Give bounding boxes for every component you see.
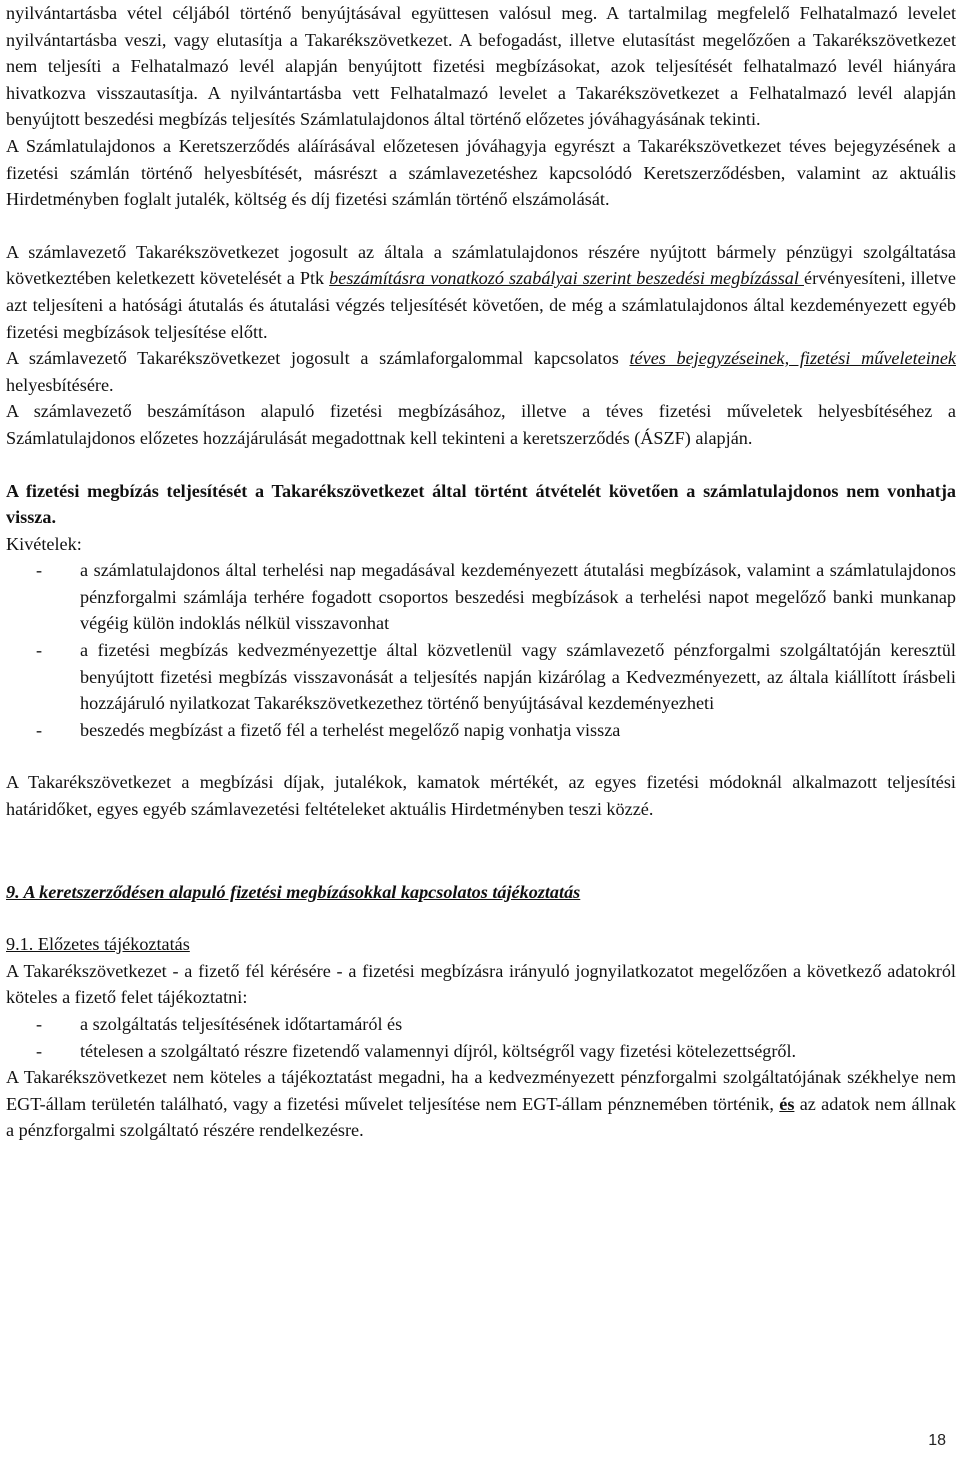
- list-item: [6, 557, 956, 637]
- section-heading: 9. A keretszerződésen alapuló fizetési megbízásokkal kapcsolatos tájékoztatás: [6, 881, 581, 902]
- text-segment: A Takarékszövetkezet nem köteles a tájékoztatást megadni, ha a kedvezményezett pénzforgalmi szolgáltatójának székhelye nem EGT-állam területén található, vagy a fizetési művelet teljesítése nem EGT-állam pénznemében történik,: [6, 1067, 956, 1114]
- text-segment: A számlavezető Takarékszövetkezet jogosult a számlaforgalommal kapcsolatos: [6, 348, 630, 369]
- list-item-text: a szolgáltatás teljesítésének időtartamáról és: [80, 1014, 403, 1034]
- dash-bullet: -: [36, 560, 43, 581]
- text-segment: A számlavezető Takarékszövetkezet jogosult az általa a számlatulajdonos részére nyújtott bármely pénzügyi szolgáltatása következtében keletkezett követelését a Ptk: [6, 241, 956, 289]
- text-segment: helyesbítésére.: [6, 374, 114, 395]
- paragraph-elozetes: A Takarékszövetkezet - a fizető fél kérésére - a fizetési megbízásra irányuló jognyilatkozatot megelőzően a következő adatokról köteles a fizető felet tájékoztatni:: [6, 960, 956, 1008]
- subsection-heading: 9.1. Előzetes tájékoztatás: [6, 934, 190, 955]
- list-item-text: beszedés megbízást a fizető fél a terhelést megelőző napig vonhatja vissza: [80, 719, 621, 740]
- spacer: [6, 905, 956, 931]
- spacer: [6, 743, 956, 769]
- list-item: [6, 637, 956, 717]
- underlined-phrase: téves bejegyzéseinek, fizetési műveleteinek: [629, 348, 957, 369]
- dash-bullet: -: [36, 719, 43, 740]
- emphasized-word: és: [779, 1093, 795, 1114]
- dash-bullet: -: [36, 640, 43, 661]
- spacer: [6, 213, 956, 239]
- page-number: 18: [928, 1432, 946, 1449]
- info-list: [6, 1011, 956, 1064]
- list-item-text: a fizetési megbízás kedvezményezettje által közvetlenül vagy számlavezető pénzforgalmi szolgáltatóján keresztül benyújtott fizetési megbízás visszavonását a teljesítés napján kizárólag a Kedvezményezett, az általa kiállított írásbeli hozzájáruló nyilatkozat Takarékszövetkezethez történő benyújtásával kezdeményezheti: [80, 640, 956, 714]
- paragraph-visszavonas-bold: A fizetési megbízás teljesítését a Takarékszövetkezet által történt átvételét követően a számlatulajdonos nem vonhatja vissza.: [6, 480, 956, 528]
- paragraph-felhatalmazo: nyilvántartásba vétel céljából történő benyújtásával együttesen valósul meg. A tartalmilag megfelelő Felhatalmazó levelet nyilvántartásba veszi, vagy elutasítja a Takarékszövetkezet. A befogadást, illetve elutasítást megelőzően a Takarékszövetkezet nem teljesíti a Felhatalmazó levél alapján benyújtott fizetési megbízásokat, azok teljesítését felhatalmazó levél hiányára hivatkozva visszautasítja. A nyilvántartásba vett Felhatalmazó levelet a Takarékszövetkezet a Felhatalmazó levél alapján benyújtott beszedési megbízás teljesítés Számlatulajdonos által történő előzetes jóváhagyásának tekinti.: [6, 3, 956, 130]
- paragraph-beszamitas: [6, 239, 956, 345]
- list-item-text: a számlatulajdonos által terhelési nap megadásával kezdeményezett átutalási megbízások, valamint a számlatulajdonos pénzforgalmi számlája terhére fogadott csoportos beszedési megbízások a terhelési napot megelőző banki munkanap végéig külön indoklás nélkül visszavonhat: [80, 560, 956, 634]
- list-item: [6, 717, 956, 744]
- paragraph-hirdetmeny: A Takarékszövetkezet a megbízási díjak, jutalékok, kamatok mértékét, az egyes fizetési módoknál alkalmazott teljesítési határidőket, egyes egyéb számlavezetési feltételeket aktuális Hirdetményben teszi közzé.: [6, 772, 956, 820]
- paragraph-kivetelek: Kivételek:: [6, 533, 82, 554]
- list-item: [6, 1038, 956, 1065]
- paragraph-hozzajarulas: A számlavezető beszámításon alapuló fizetési megbízásához, illetve a téves fizetési műveletek helyesbítéséhez a Számlatulajdonos előzetes hozzájárulását megadottnak kell tekinteni a keretszerződés (ÁSZF) alapján.: [6, 401, 956, 448]
- spacer: [6, 823, 956, 853]
- paragraph-egt: [6, 1064, 956, 1144]
- list-item-text: tételesen a szolgáltató részre fizetendő valamennyi díjról, költségről vagy fizetési kötelezettségről.: [80, 1040, 797, 1061]
- document-page: [6, 0, 956, 1144]
- paragraph-helyesbites: [6, 345, 956, 398]
- exceptions-list: [6, 557, 956, 743]
- spacer: [6, 452, 956, 478]
- dash-bullet: -: [36, 1040, 43, 1061]
- text-segment: érvényesíteni, illetve azt teljesíteni a hatósági átutalás és átutalási végzés teljesítését követően, de még a számlatulajdonos által kezdeményezett egyéb fizetési megbízások teljesítése előtt.: [6, 268, 956, 342]
- paragraph-jovahagyas: A Számlatulajdonos a Keretszerződés aláírásával előzetesen jóváhagyja egyrészt a Takarékszövetkezet téves bejegyzésének a fizetési számlán történő helyesbítését, másrészt a számlavezetéshez kapcsolódó Keretszerződésben, valamint az aktuális Hirdetményben foglalt jutalék, költség és díj fizetési számlán történő elszámolását.: [6, 135, 956, 210]
- spacer: [6, 853, 956, 879]
- dash-bullet: -: [36, 1014, 43, 1034]
- underlined-phrase: beszámításra vonatkozó szabályai szerint beszedési megbízással: [329, 268, 804, 289]
- list-item: [6, 1011, 956, 1038]
- text-segment: az adatok nem állnak a pénzforgalmi szolgáltató részére rendelkezésre.: [6, 1093, 956, 1141]
